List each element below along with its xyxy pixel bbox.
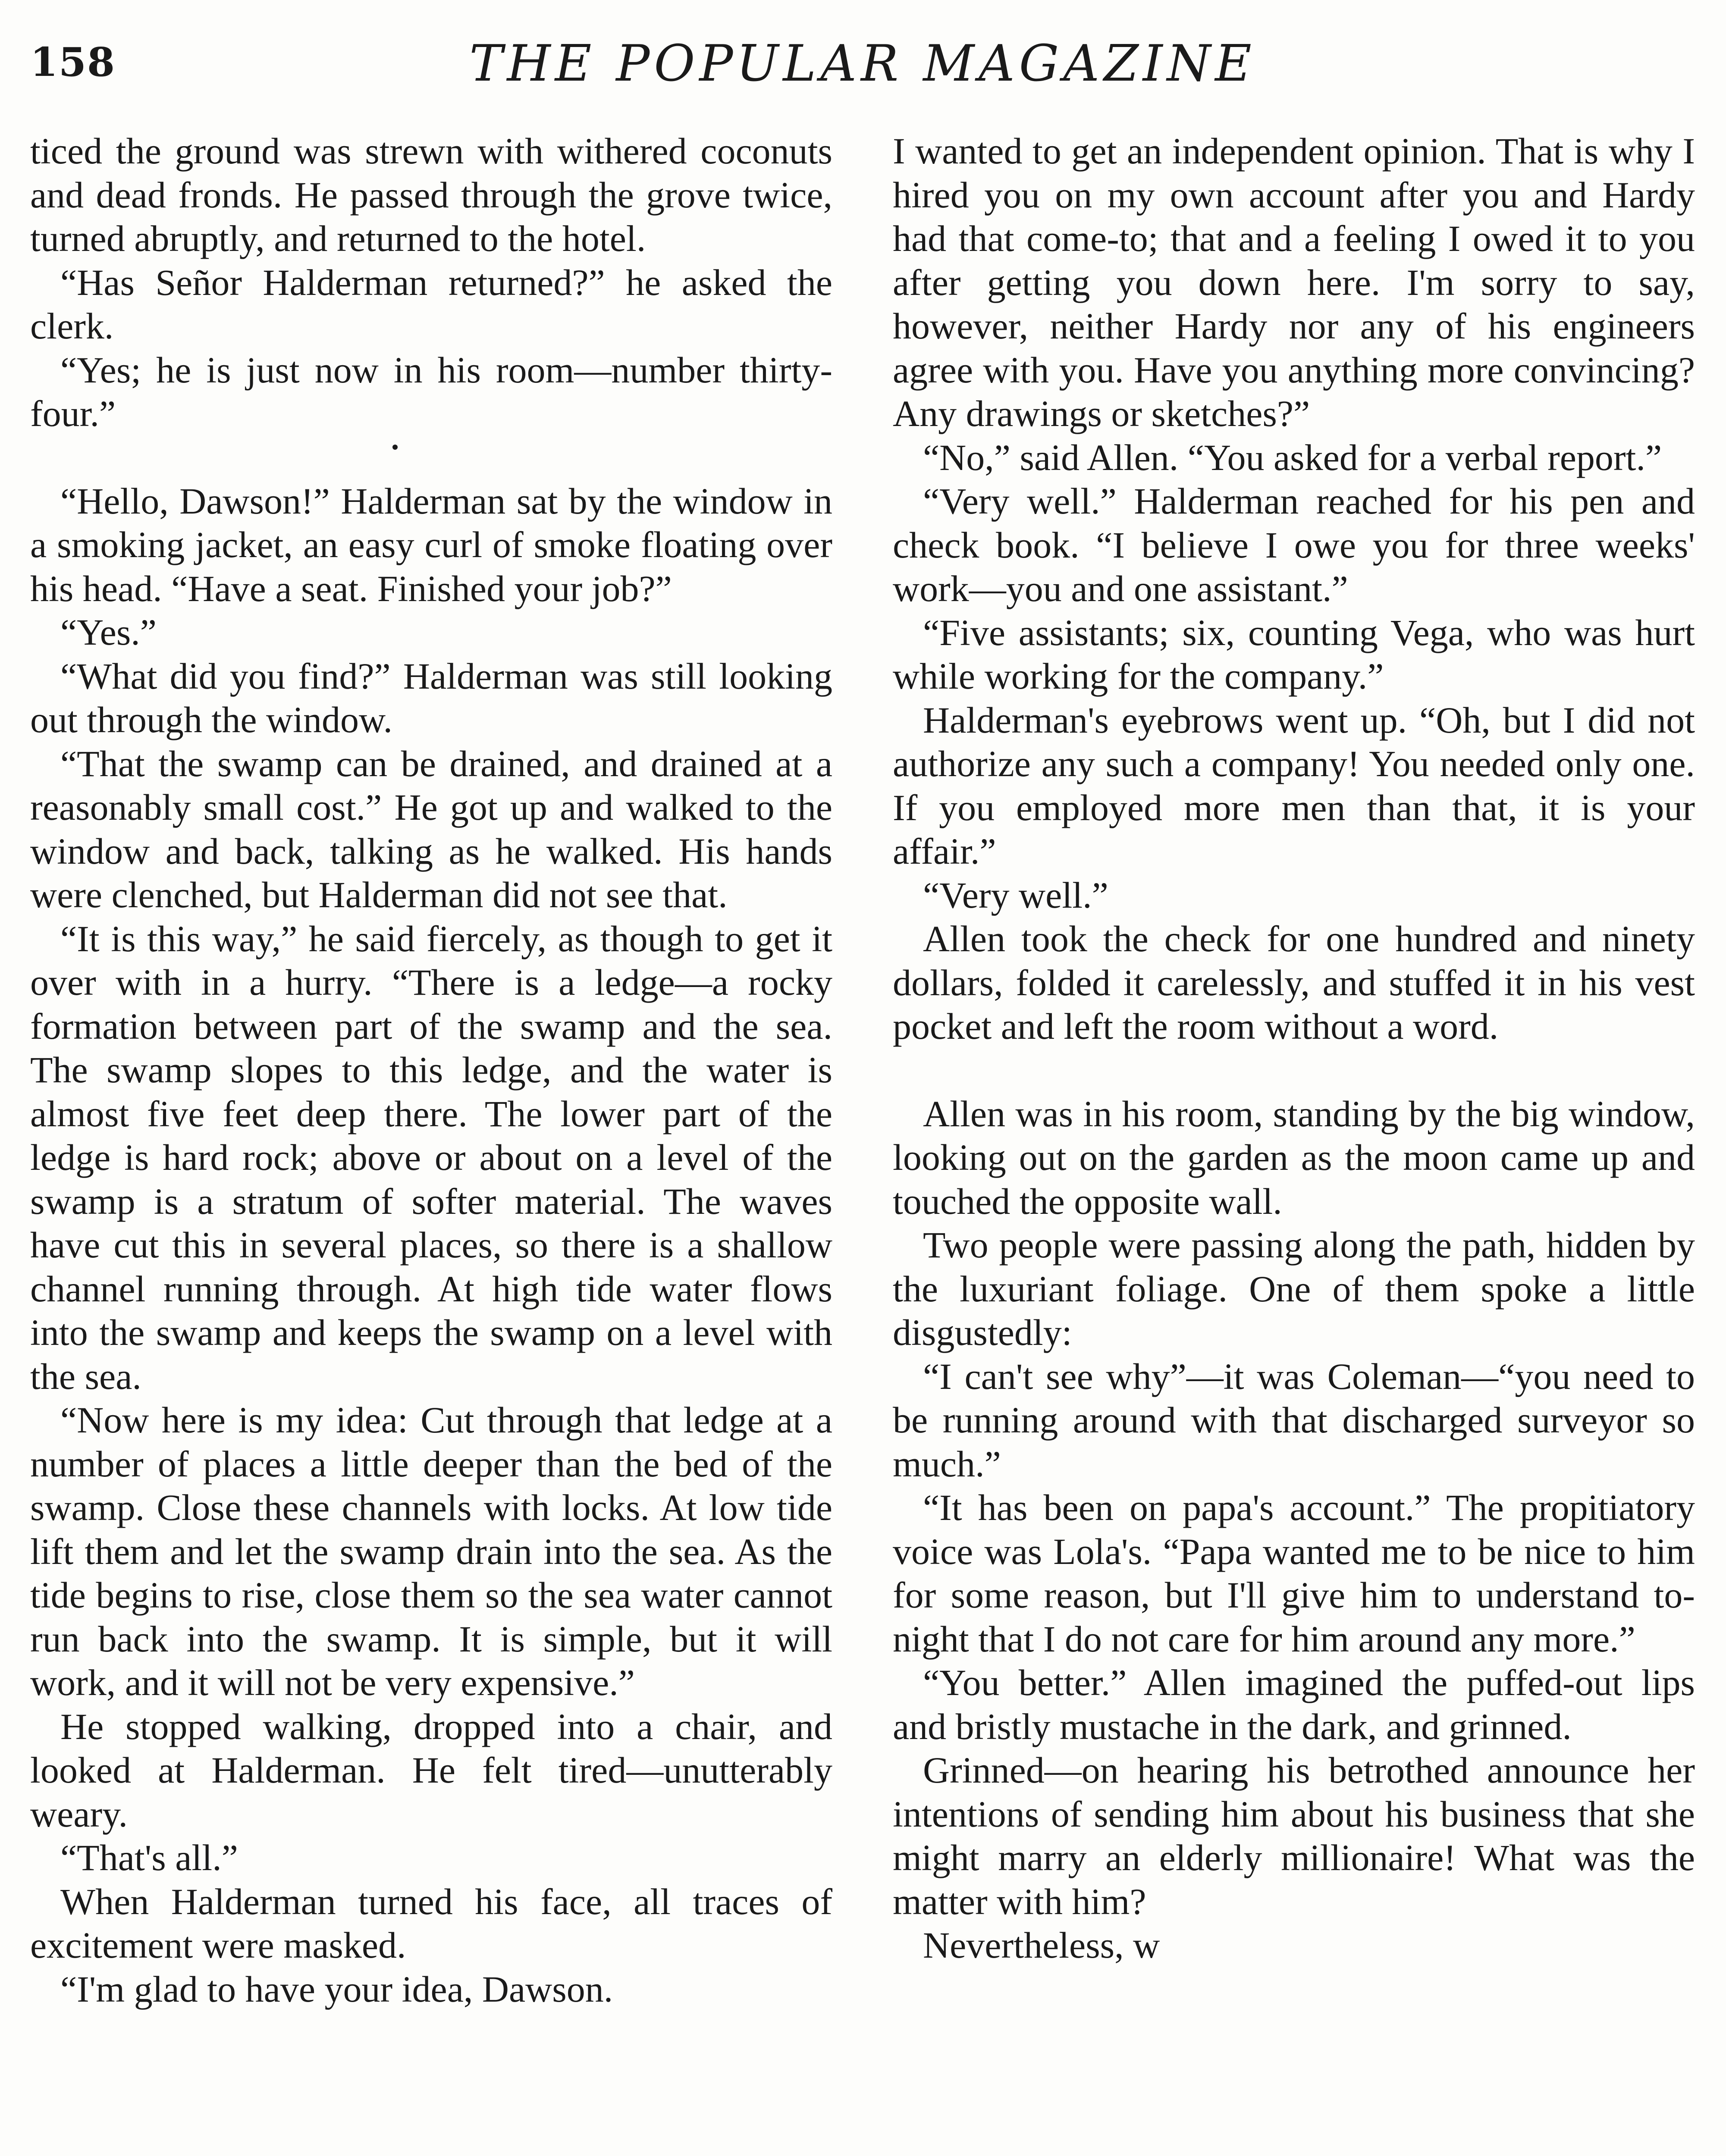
paragraph: “Yes; he is just now in his room—number thirty-four.” <box>30 349 832 434</box>
paragraph: When Halderman turned his face, all traces of excitement were masked. <box>30 1880 832 1966</box>
paragraph: “It has been on papa's account.” The propitiatory voice was Lola's. “Papa wanted me to be nice to him for some reason, but I'll give him to understand to-night that I do not care for him around any more.” <box>893 1487 1695 1660</box>
paragraph: Allen was in his room, standing by the big window, looking out on the garden as the moon came up and touched the opposite wall. <box>893 1093 1695 1222</box>
paragraph: “I'm glad to have your idea, Dawson. <box>60 1968 613 2010</box>
paragraph: “Very well.” <box>923 874 1108 916</box>
paragraph: Halderman's eyebrows went up. “Oh, but I did not authorize any such a company! You needed only one. If you employed more men than that, it is your affair.” <box>893 699 1695 872</box>
paragraph: He stopped walking, dropped into a chair, and looked at Halderman. He felt tired—unutterably weary. <box>30 1705 832 1835</box>
paragraph: “You better.” Allen imagined the puffed-out lips and bristly mustache in the dark, and grinned. <box>893 1662 1695 1747</box>
paragraph: “Hello, Dawson!” Halderman sat by the window in a smoking jacket, an easy curl of smoke floating over his head. “Have a seat. Finished your job?” <box>30 480 832 609</box>
page-number: 158 <box>30 39 116 85</box>
paragraph: ticed the ground was strewn with withered coconuts and dead fronds. He passed through the grove twice, turned abruptly, and returned to the hotel. <box>30 130 832 259</box>
page-header <box>26 30 1699 99</box>
right-column <box>893 129 1695 1968</box>
paragraph: “Now here is my idea: Cut through that ledge at a number of places a little deeper than the bed of the swamp. Close these channels with locks. At low tide lift them and let the swamp drain into the sea. As the tide begins to rise, close them so the sea water cannot run back into the swamp. It is simple, but it will work, and it will not be very expensive.” <box>30 1399 832 1703</box>
paragraph: “It is this way,” he said fiercely, as though to get it over with in a hurry. “There is a ledge—a rocky formation between part of the swamp and the sea. The swamp slopes to this ledge, and the water is almost five feet deep there. The lower part of the ledge is hard rock; above or about on a level of the swamp is a stratum of softer material. The waves have cut this in several places, so there is a shallow channel running through. At high tide water flows into the swamp and keeps the swamp on a level with the sea. <box>30 918 832 1397</box>
left-column <box>30 129 832 2011</box>
section-break-dot <box>392 445 398 450</box>
section-break <box>30 436 832 479</box>
paragraph: “That's all.” <box>60 1837 238 1878</box>
paragraph: “Yes.” <box>60 611 157 653</box>
paragraph: “That the swamp can be drained, and drained at a reasonably small cost.” He got up and walked to the window and back, talking as he walked. His hands were clenched, but Halderman did not see that. <box>30 743 832 915</box>
paragraph: “I can't see why”—it was Coleman—“you need to be running around with that discharged surveyor so much.” <box>893 1355 1695 1485</box>
paragraph: Nevertheless, w <box>923 1924 1160 1966</box>
section-break <box>893 1049 1695 1092</box>
paragraph: “Very well.” Halderman reached for his pen and check book. “I believe I owe you for three weeks' work—you and one assistant.” <box>893 480 1695 609</box>
paragraph: I wanted to get an independent opinion. That is why I hired you on my own account after you and Hardy had that come-to; that and a feeling I owed it to you after getting you down here. I'm sorry to say, however, neither Hardy nor any of his engineers agree with you. Have you anything more convincing? Any drawings or sketches?” <box>893 130 1695 434</box>
paragraph: Allen took the check for one hundred and ninety dollars, folded it carelessly, and stuffed it in his vest pocket and left the room without a word. <box>893 918 1695 1047</box>
paragraph: “What did you find?” Halderman was still looking out through the window. <box>30 655 832 740</box>
paragraph: “Five assistants; six, counting Vega, who was hurt while working for the company.” <box>893 611 1695 697</box>
paragraph: “No,” said Allen. “You asked for a verbal report.” <box>923 436 1662 478</box>
paragraph: Grinned—on hearing his betrothed announce her intentions of sending him about his business that she might marry an elderly millionaire! What was the matter with him? <box>893 1749 1695 1922</box>
paragraph: “Has Señor Halderman returned?” he asked the clerk. <box>30 261 832 347</box>
paragraph: Two people were passing along the path, hidden by the luxuriant foliage. One of them spoke a little disgustedly: <box>893 1224 1695 1353</box>
running-title: THE POPULAR MAGAZINE <box>469 34 1256 93</box>
